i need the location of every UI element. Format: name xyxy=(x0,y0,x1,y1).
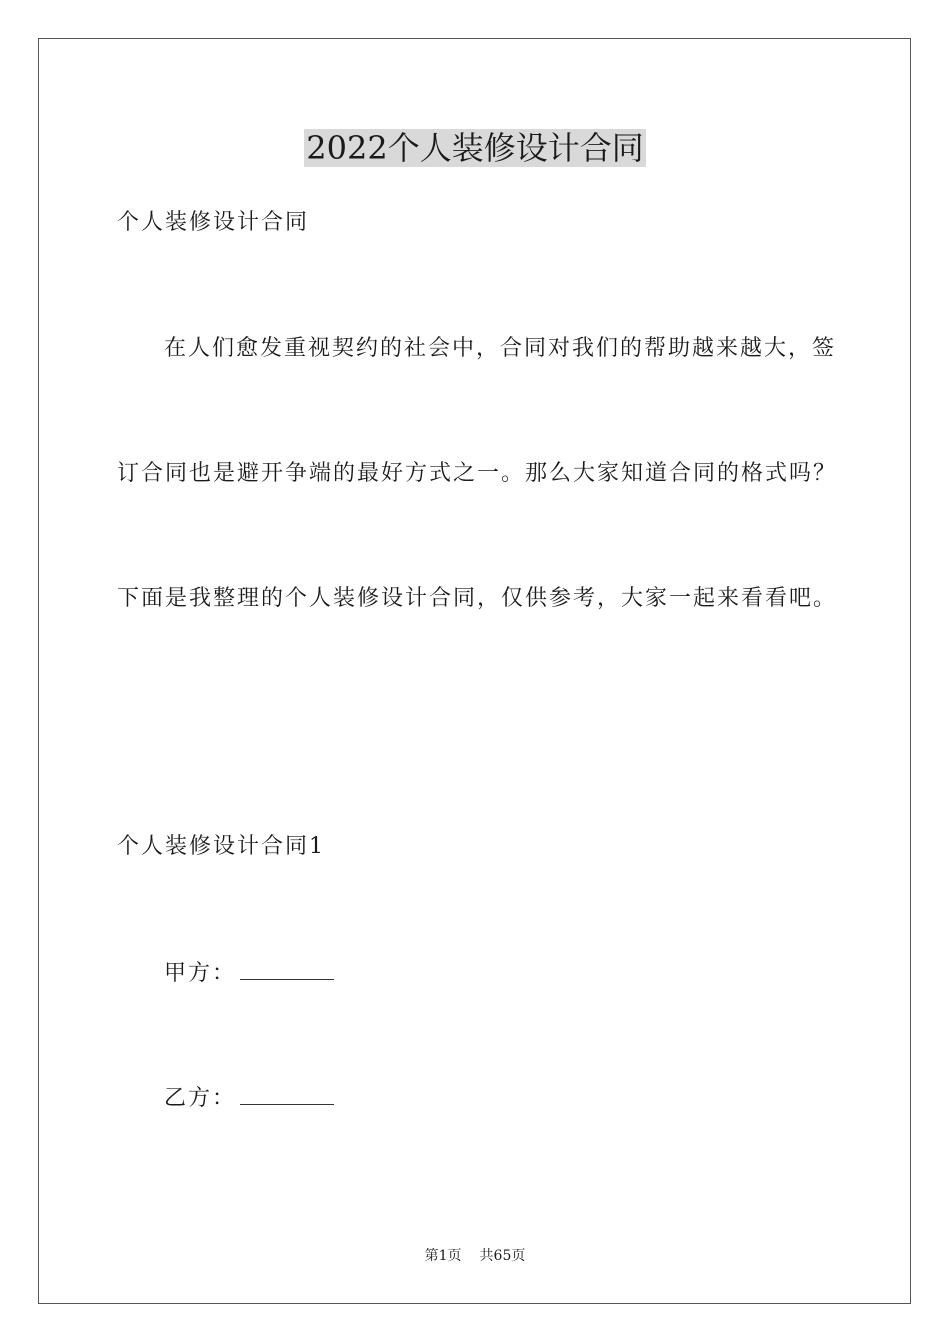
paragraph-line-1: 在人们愈发重视契约的社会中，合同对我们的帮助越来越大，签 xyxy=(164,336,837,361)
page-number: 第1页 xyxy=(424,1248,462,1264)
section-heading: 个人装修设计合同1 xyxy=(117,834,325,859)
page-total: 共65页 xyxy=(479,1248,526,1264)
contract-subtitle: 个人装修设计合同 xyxy=(117,210,310,235)
party-a-blank xyxy=(240,957,334,980)
document-title xyxy=(0,126,950,170)
party-b-line xyxy=(164,1082,334,1114)
title-text: 2022个人装修设计合同 xyxy=(306,129,644,167)
party-b-label: 乙方： xyxy=(164,1086,237,1111)
party-a-line xyxy=(164,957,334,989)
party-b-blank xyxy=(240,1082,334,1105)
paragraph-line-2: 订合同也是避开争端的最好方式之一。那么大家知道合同的格式吗？ xyxy=(117,461,838,486)
paragraph-line-3: 下面是我整理的个人装修设计合同，仅供参考，大家一起来看看吧。 xyxy=(117,586,838,611)
party-a-label: 甲方： xyxy=(164,961,237,986)
page-footer xyxy=(0,1246,950,1266)
